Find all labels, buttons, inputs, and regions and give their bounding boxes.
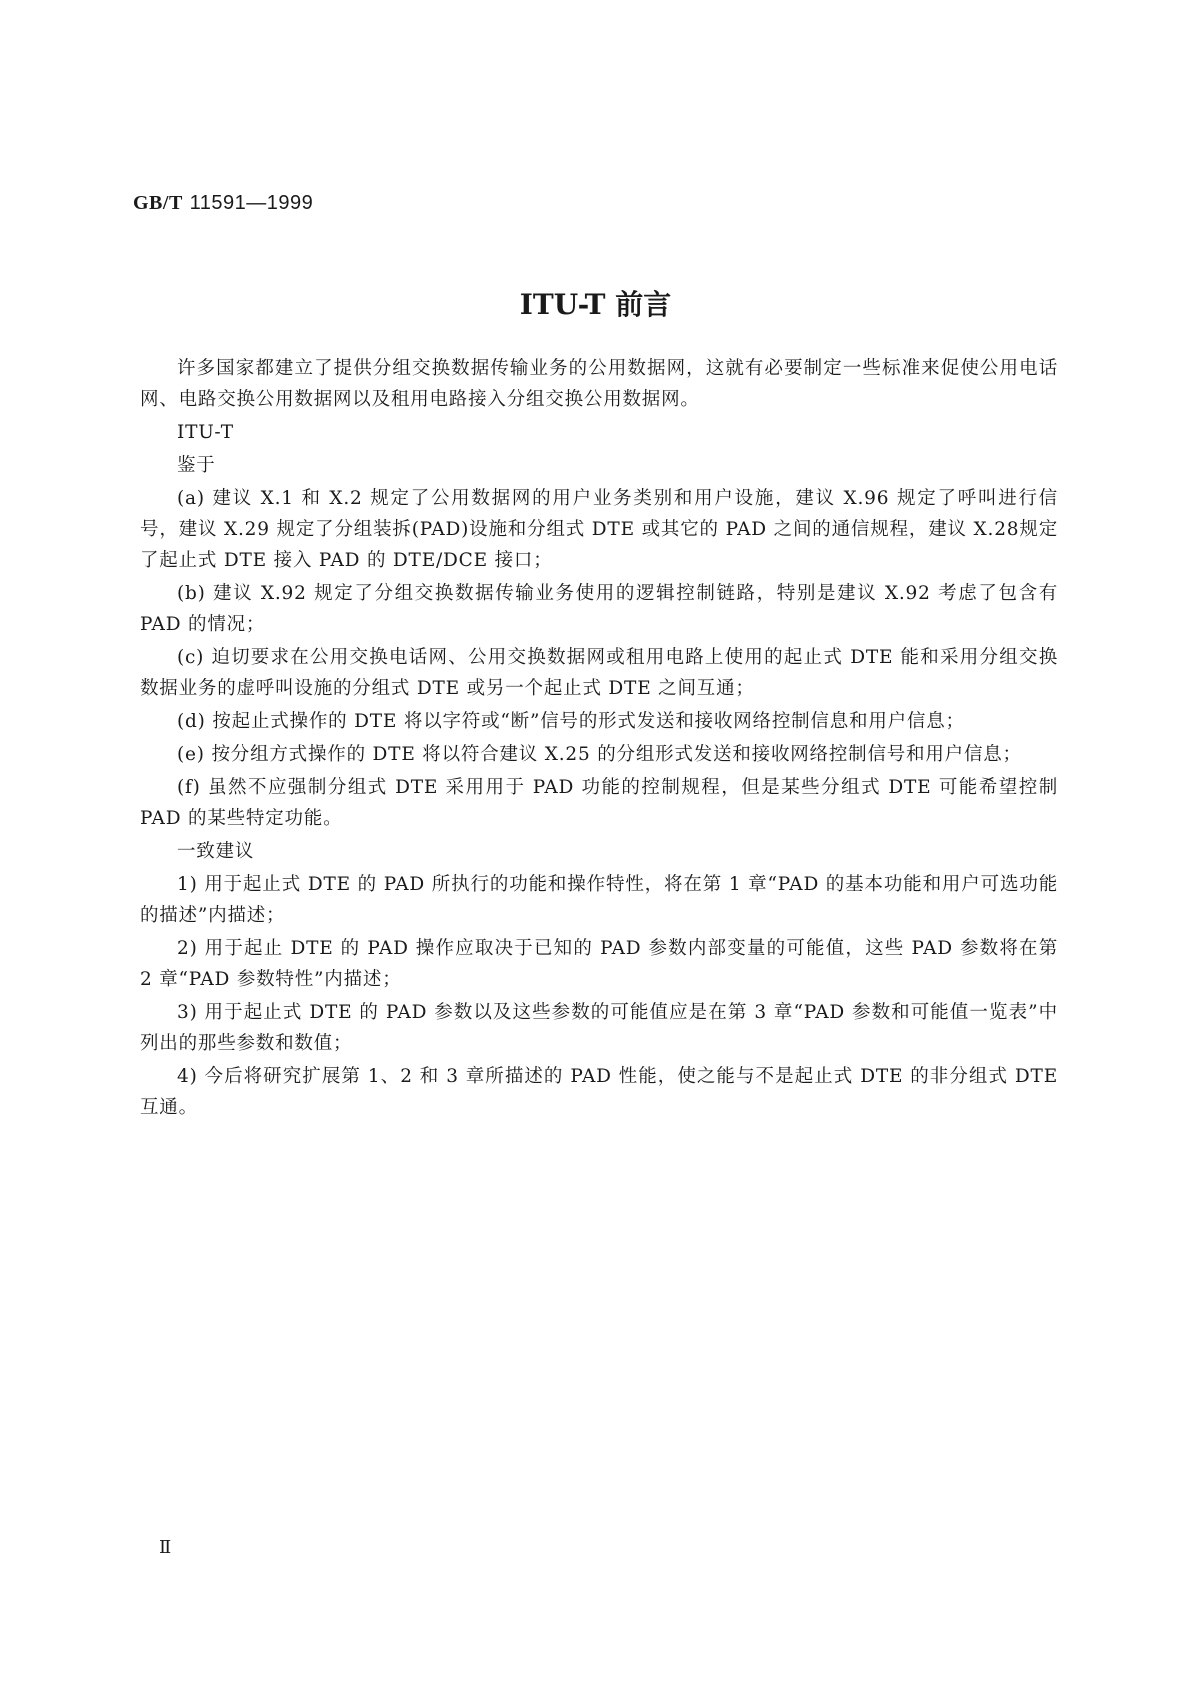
page-title: ITU-T 前言 xyxy=(519,288,672,321)
paragraph-3: 3) 用于起止式 DTE 的 PAD 参数以及这些参数的可能值应是在第 3 章“PAD 参数和可能值一览表”中列出的那些参数和数值； xyxy=(140,1002,1058,1054)
paragraph-d: (d) 按起止式操作的 DTE 将以字符或“断”信号的形式发送和接收网络控制信息和用户信息； xyxy=(177,711,965,732)
paragraph-b: (b) 建议 X.92 规定了分组交换数据传输业务使用的逻辑控制链路，特别是建议 X.92 考虑了包含有 PAD 的情况； xyxy=(140,583,1058,635)
paragraph-itu-t: ITU-T xyxy=(177,422,234,443)
document-code xyxy=(133,190,313,215)
paragraph-2: 2) 用于起止 DTE 的 PAD 操作应取决于已知的 PAD 参数内部变量的可能值，这些 PAD 参数将在第 2 章“PAD 参数特性”内描述； xyxy=(140,938,1058,990)
paragraph-a: (a) 建议 X.1 和 X.2 规定了公用数据网的用户业务类别和用户设施，建议 X.96 规定了呼叫进行信号，建议 X.29 规定了分组装拆(PAD)设施和分组式 DTE 或其它的 PAD 之间的通信规程，建议 X.28规定了起止式 DTE 接入 PAD 的 DTE/DCE 接口； xyxy=(140,488,1058,571)
paragraph-intro: 许多国家都建立了提供分组交换数据传输业务的公用数据网，这就有必要制定一些标准来促使公用电话网、电路交换公用数据网以及租用电路接入分组交换公用数据网。 xyxy=(140,358,1058,410)
paragraph-e: (e) 按分组方式操作的 DTE 将以符合建议 X.25 的分组形式发送和接收网络控制信号和用户信息； xyxy=(177,744,1022,765)
page-number: Ⅱ xyxy=(159,1537,172,1558)
standard-number: 11591—1999 xyxy=(189,192,314,214)
foreword-body xyxy=(140,353,1058,1125)
paragraph-considering: 鉴于 xyxy=(177,455,216,476)
paragraph-4: 4) 今后将研究扩展第 1、2 和 3 章所描述的 PAD 性能，使之能与不是起止式 DTE 的非分组式 DTE 互通。 xyxy=(140,1066,1058,1118)
paragraph-1: 1) 用于起止式 DTE 的 PAD 所执行的功能和操作特性，将在第 1 章“PAD 的基本功能和用户可选功能的描述”内描述； xyxy=(140,874,1058,926)
paragraph-recommends: 一致建议 xyxy=(177,841,255,862)
paragraph-c: (c) 迫切要求在公用交换电话网、公用交换数据网或租用电路上使用的起止式 DTE 能和采用分组交换数据业务的虚呼叫设施的分组式 DTE 或另一个起止式 DTE 之间互通； xyxy=(140,647,1058,699)
paragraph-f: (f) 虽然不应强制分组式 DTE 采用用于 PAD 功能的控制规程，但是某些分组式 DTE 可能希望控制 PAD 的某些特定功能。 xyxy=(140,777,1058,829)
standard-prefix: GB/T xyxy=(133,192,183,214)
